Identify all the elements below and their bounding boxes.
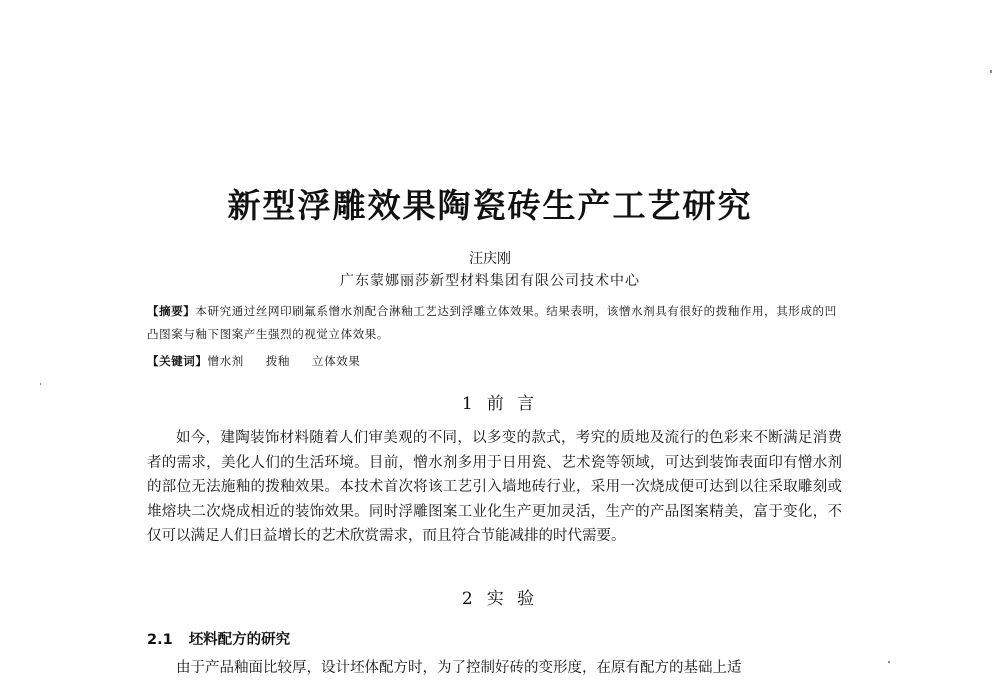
section-number: 1 — [461, 394, 477, 414]
section-heading-1 — [0, 389, 1000, 414]
keyword-item: 立体效果 — [312, 354, 361, 368]
section-title: 前 言 — [486, 394, 539, 414]
paragraph: 由于产品釉面比较厚，设计坯体配方时，为了控制好砖的变形度，在原有配方的基础上适 — [176, 660, 742, 676]
abstract — [147, 300, 847, 346]
keywords — [147, 353, 382, 369]
scan-speck — [888, 661, 890, 663]
paragraph: 如今，建陶装饰材料随着人们审美观的不同，以多变的款式，考究的质地及流行的色彩来不断满足消费者的需求，美化人们的生活环境。目前，憎水剂多用于日用瓷、艺术瓷等领域，可达到装饰表面印有憎水剂的部位无法施釉的拨釉效果。本技术首次将该工艺引入墙地砖行业，采用一次烧成便可达到以往采取雕刻或堆熔块二次烧成相近的装饰效果。同时浮雕图案工业化生产更加灵活，生产的产品图案精美，富于变化，不仅可以满足人们日益增长的艺术欣赏需求，而且符合节能减排的时代需要。 — [147, 430, 842, 544]
section-1-body — [147, 426, 842, 549]
section-heading-2 — [0, 584, 1000, 609]
subsection-title: 坯料配方的研究 — [188, 632, 291, 648]
author-name: 汪庆刚 — [469, 251, 511, 267]
section-title: 实 验 — [486, 589, 539, 609]
section-number: 2 — [461, 589, 477, 609]
subsection-number: 2.1 — [147, 632, 173, 648]
subsection-heading — [147, 628, 290, 649]
abstract-text: 本研究通过丝网印刷氟系憎水剂配合淋釉工艺达到浮雕立体效果。结果表明，该憎水剂具有很好的拨釉作用，其形成的凹凸图案与釉下图案产生强烈的视觉立体效果。 — [147, 304, 837, 341]
keyword-item: 憎水剂 — [207, 354, 244, 368]
scan-speck — [990, 70, 992, 73]
scan-speck — [40, 383, 41, 385]
keyword-item: 拨釉 — [265, 354, 291, 368]
paper-title: 新型浮雕效果陶瓷砖生产工艺研究 — [227, 186, 753, 225]
subsection-body — [147, 656, 842, 681]
author-affiliation: 广东蒙娜丽莎新型材料集团有限公司技术中心 — [340, 273, 640, 289]
keywords-label: 【关键词】 — [147, 354, 208, 368]
abstract-label: 【摘要】 — [147, 304, 196, 318]
